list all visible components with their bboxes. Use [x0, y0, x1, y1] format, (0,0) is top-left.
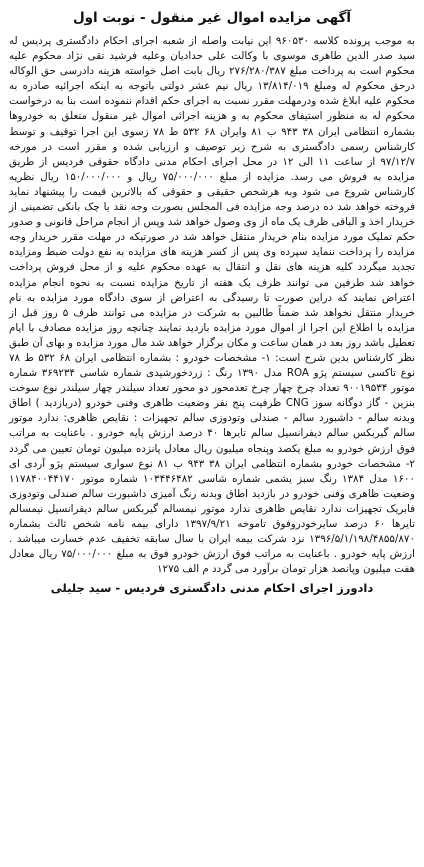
notice-title: آگهی مزایده اموال غیر منقول - نوبت اول — [72, 10, 352, 26]
notice-body: به موجب پرونده کلاسه ۹۶۰۵۳۰ این نیابت واصله از شعبه اجرای احکام دادگستری پردیس له سید صدر الدین طاهری موسوی با وکالت علی حدادیان وعلیه فرشید تقی نژاد محکوم علیه محکوم است به پرداخت مبلغ ۲۷۶/۲۸۰/۳۸۷ ریال بابت اصل خواسته هزینه دادرسی حق الوکاله درحق محکوم له ومبلغ ۱۳/۸۱۴/۰۱۹ ریال نیم عشر دولتی باتوجه به اینکه اجرائیه صادره به محکوم علیه ابلاغ شده ودرمهلت مقرر نسبت به اجرای حکم اقدام ننموده است بنا به درخواست محکوم له به منظور استیفای محکوم به و هزینه اجرائی اموال غیر منقول متعلق به خودروها بشماره انتظامی ایران ۳۸ ۹۴۳ ب ۸۱ وایران ۶۸ ۵۳۲ ط ۷۸ زسوی این اجرا توقیف و توسط کارشناس رسمی دادگستری به شرح زیر توصیف و ارزیابی شده و مقرر است در مورخه ۹۷/۱۲/۷ از ساعت ۱۱ الی ۱۲ در محل اجرای احکام مدنی دادگاه حقوقی فردیس از طریق مزایده به فروش می رسد. مزایده از مبلغ ۷۵/۰۰۰/۰۰۰ ریال و ۱۵۰/۰۰۰/۰۰۰ ریال نظریه کارشناس شروع می شود وبه هرشخص حقیقی و حقوقی که بالاترین قیمت را پیشنهاد نماید فروخته خواهد شد ده درصد وجه مزایده فی المجلس بصورت وجه نقد یا چک بانکی تضمینی از خریدار اخذ و الباقی ظرف یک ماه از وی وصول خواهد شد وپس از انجام مراحل قانونی و صدور حکم تملیک مورد مزایده بنام خریدار منتقل خواهد شد در صورتیکه در مهلت مقرر خریدار وجه مزایده را پرداخت ننماید سپرده وی پس از کسر هزینه های مزایده به نفع دولت ضبط ومزایده تجدید میگردد کلیه هزینه های نقل و انتقال به عهده محکوم علیه و از محل فروش پرداخت خواهد شد طرفین می توانند ظرف یک هفته از تاریخ مزایده نسبت به نحوه انجام مزایده اعتراض نمایند که دراین صورت تا رسیدگی به اعتراض از سوی دادگاه مورد مزایده به نام خریدار منتقل نخواهد شد ضمناً طالبین به شرکت در مزایده می توانند ظرف ۵ روز قبل از مزایده با اطلاع این اجرا از اموال مورد مزایده بازدید نمایند چنانچه روز مزایده مصادف با ایام تعطیل باشد روز بعد در همان ساعت و مکان برگزار خواهد شد مال مورد مزایده و بهای آن طبق نظر کارشناس بدین شرح است: ۱- مشخصات خودرو : بشماره انتظامی ایران ۶۸ ۵۳۲ ط ۷۸ نوع تاکسی سیستم پژو ROA مدل ۱۳۹۰ رنگ : زردخورشیدی شماره شاسی ۳۶۹۲۳۴ شماره موتور ۹۰۰۱۹۵۳۴ تعداد چرخ چهار چرخ تعدمحور دو محور تعداد سیلندر چهار سیلندر نوع سوخت بنزین - گاز دوگانه سوز CNG ظرفیت پنج نفر وضعیت ظاهری وفنی خودرو (دربازدید ) اطاق وبدنه سالم - داشبورد سالم - صندلی وتودوزی سالم تجهیزات : نقایص ظاهری: ندارد موتور سالم گیربکس سالم دیفرانسیل سالم تایرها ۴۰ درصد ارزش پایه خودرو . باعنایت به مراتب فوق ارزش خودرو به مبلغ یکصد وپنجاه میلیون ریال معادل پانزده میلیون تومان تعیین می گردد ۲- مشخصات خودرو بشماره انتظامی ایران ۳۸ ۹۴۳ ب ۸۱ نوع سواری سیستم پژو آردی ای ۱۶۰۰ مدل ۱۳۸۴ رنگ سبز یشمی شماره شاسی ۱۰۳۴۴۶۴۸۲ شماره موتور ۱۱۷۸۴۰۰۴۴۱۷۰ وضعیت ظاهری وفنی خودرو در بازدید اطاق وبدنه رنگ آمیزی داشبورت سالم صندلی وتودوزی فابریک تجهیزات ندارد نقایص ظاهری ندارد موتور نیمسالم گیربکس سالم دیفرانسیل نیمسالم تایرها ۶۰ درصد سایرخودروفوق تاموخه ۱۳۹۷/۹/۲۱ دارای بیمه نامه شخص ثالث بشماره ۱۳۹۶/۵/۱/۱۹۸/۴۸۵۵/۸۷۰ نزد شرکت بیمه ایران با سال سابقه تخفیف عدم خسارت میباشد . ارزش پایه خودرو . باعنایت به مراتب فوق ارزش خودرو فوق به مبلغ ۷۵/۰۰۰/۰۰۰ ریال معادل هفت میلیون وپانصد هزار تومان برآورد می گردد م الف ۱۲۷۵ — [9, 35, 416, 576]
notice-signature: دادورز اجرای احکام مدنی دادگستری فردیس - سید جلیلی — [50, 581, 374, 596]
